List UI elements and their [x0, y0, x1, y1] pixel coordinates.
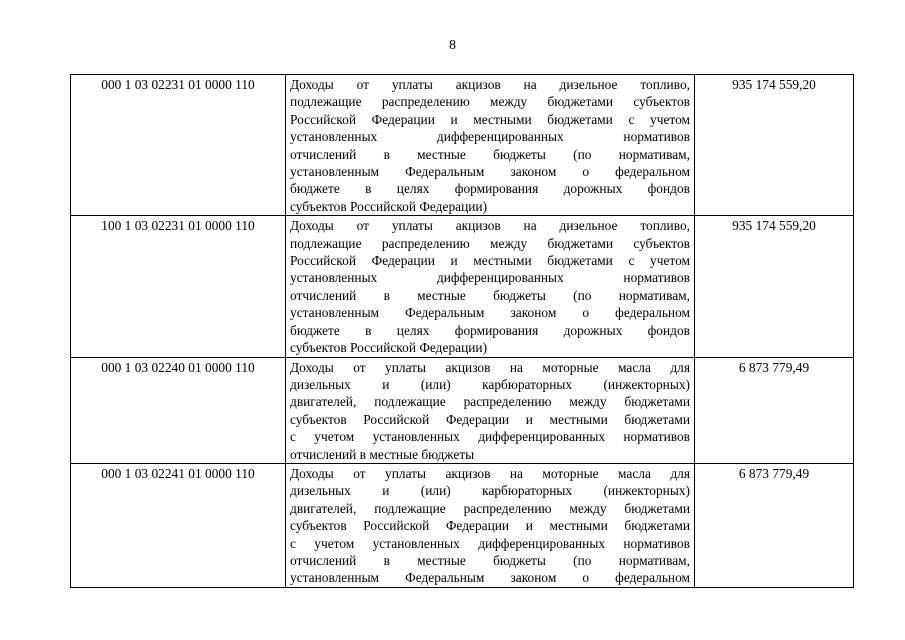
description-line: подлежащие распределению между бюджетами субъектов: [290, 94, 690, 110]
revenue-table: [70, 74, 854, 588]
description-line: установленных дифференцированных нормативов: [290, 129, 690, 145]
description-line: субъектов Российской Федерации): [290, 340, 488, 356]
description-line: дизельных и (или) карбюраторных (инжекторных): [290, 376, 690, 392]
description-line: отчислений в местные бюджеты (по нормативам,: [290, 146, 690, 162]
description-line: двигателей, подлежащие распределению между бюджетами: [290, 394, 690, 410]
description-line: отчислений в местные бюджеты: [290, 446, 475, 462]
classification-code: 000 1 03 02231 01 0000 110: [71, 75, 286, 216]
description-line: установленных дифференцированных нормативов: [290, 270, 690, 286]
revenue-description: [286, 357, 695, 463]
revenue-description: [286, 75, 695, 216]
amount-value: 6 873 779,49: [695, 463, 854, 587]
description-line: Доходы от уплаты акцизов на моторные масла для: [290, 465, 690, 481]
description-line: Доходы от уплаты акцизов на дизельное топливо,: [290, 77, 690, 92]
description-line: установленным Федеральным законом о федеральном: [290, 570, 690, 586]
description-line: отчислений в местные бюджеты (по нормативам,: [290, 552, 690, 568]
description-line: Российской Федерации и местными бюджетами с учетом: [290, 111, 690, 127]
description-line: субъектов Российской Федерации): [290, 198, 488, 214]
description-line: с учетом установленных дифференцированных нормативов: [290, 535, 690, 551]
classification-code: 100 1 03 02231 01 0000 110: [71, 216, 286, 357]
page-number: 8: [449, 38, 456, 53]
description-line: установленным Федеральным законом о федеральном: [290, 164, 690, 180]
description-line: Доходы от уплаты акцизов на дизельное топливо,: [290, 218, 690, 234]
description-line: бюджете в целях формирования дорожных фондов: [290, 322, 690, 338]
table-row: [71, 216, 854, 357]
amount-value: 935 174 559,20: [695, 216, 854, 357]
table-row: [71, 463, 854, 587]
amount-value: 6 873 779,49: [695, 357, 854, 463]
description-line: двигателей, подлежащие распределению между бюджетами: [290, 500, 690, 516]
table-row: [71, 75, 854, 216]
classification-code: 000 1 03 02241 01 0000 110: [71, 463, 286, 587]
revenue-description: [286, 463, 695, 587]
description-line: установленным Федеральным законом о федеральном: [290, 305, 690, 321]
classification-code: 000 1 03 02240 01 0000 110: [71, 357, 286, 463]
description-line: подлежащие распределению между бюджетами субъектов: [290, 235, 690, 251]
description-line: бюджете в целях формирования дорожных фондов: [290, 181, 690, 197]
description-line: Российской Федерации и местными бюджетами с учетом: [290, 253, 690, 269]
table-row: [71, 357, 854, 463]
description-line: субъектов Российской Федерации и местными бюджетами: [290, 518, 690, 534]
revenue-description: [286, 216, 695, 357]
description-line: отчислений в местные бюджеты (по нормативам,: [290, 287, 690, 303]
description-line: с учетом установленных дифференцированных нормативов: [290, 429, 690, 445]
amount-value: 935 174 559,20: [695, 75, 854, 216]
description-line: Доходы от уплаты акцизов на моторные масла для: [290, 359, 690, 375]
description-line: дизельных и (или) карбюраторных (инжекторных): [290, 483, 690, 499]
description-line: субъектов Российской Федерации и местными бюджетами: [290, 411, 690, 427]
